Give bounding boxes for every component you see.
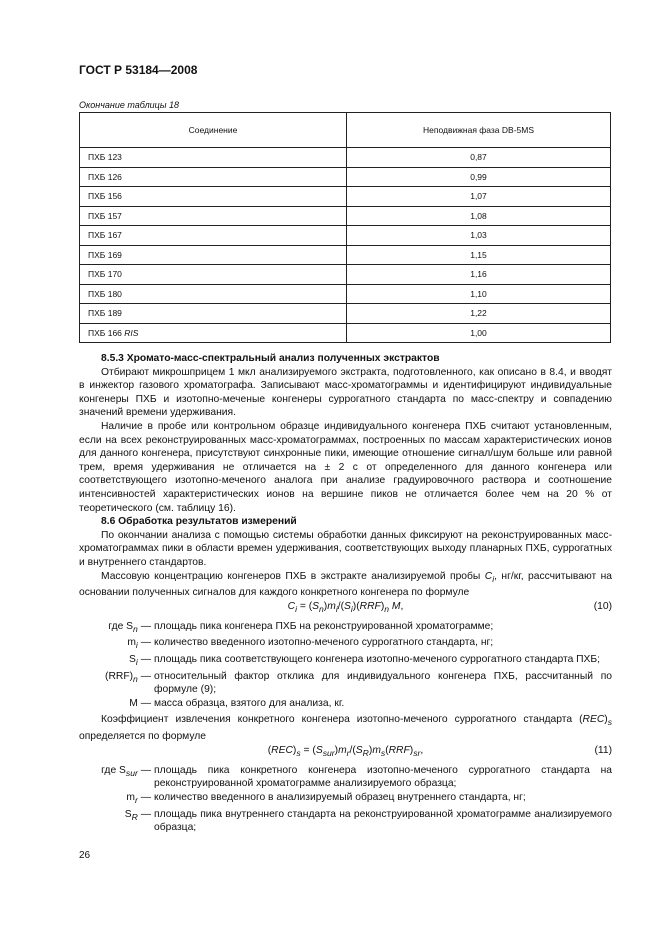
definition-symbol: $(RRF)_n$ — <box>105 670 151 684</box>
formula-expression: $(REC)_s = (S_{sur})m_r/(S_R)m_s(RRF)_{sr}$, <box>267 744 424 758</box>
formula-expression: $C_i = (S_n)m_i/(S_i)(RRF)_n$ M, <box>287 600 404 614</box>
paragraph: По окончании анализа с помощью системы обработки данных фиксируют на реконструированных масс-хроматограммах пики в области времен удерживания, соответствующих выходу планарных ПХБ, суррогатных и внутреннего стандартов. <box>79 529 612 568</box>
definition-item <box>79 808 612 835</box>
value-cell: 1,10 <box>347 284 611 304</box>
definition-text: площадь пика внутреннего стандарта на реконструированной хроматограмме анализируемого образца; <box>154 808 612 834</box>
table-row <box>80 167 611 187</box>
value-cell: 0,87 <box>347 148 611 168</box>
value-cell: 1,08 <box>347 206 611 226</box>
compound-cell: ПХБ 167 <box>80 226 347 246</box>
definitions-list <box>79 620 612 714</box>
definition-text: масса образца, взятого для анализа, кг. <box>154 697 345 709</box>
formula-11 <box>79 744 612 764</box>
formula-number: (11) <box>594 744 612 756</box>
compound-cell: ПХБ 166 RIS <box>80 323 347 343</box>
table-row <box>80 187 611 207</box>
definition-item <box>79 670 612 697</box>
definition-text: площадь пика конгенера ПХБ на реконструированной хроматограмме; <box>154 620 494 632</box>
definition-text: количество введенного изотопно-меченого суррогатного стандарта, нг; <box>154 637 494 649</box>
table-header-row <box>80 113 611 148</box>
paragraph: Отбирают микрошприцем 1 мкл анализируемого экстракта, подготовленного, как описано в 8.4, и вводят в инжектор газового хроматографа. Записывают масс-хроматограммы и идентифицируют индивидуальные конгенеры ПХБ и изотопно-меченые конгенеры суррогатного стандарта по масс-спектру и совпадению значений времени удерживания. <box>79 366 612 419</box>
value-cell: 1,22 <box>347 304 611 324</box>
compound-cell: ПХБ 169 <box>80 245 347 265</box>
compound-cell: ПХБ 157 <box>80 206 347 226</box>
value-cell: 1,00 <box>347 323 611 343</box>
table-row <box>80 226 611 246</box>
table-row <box>80 206 611 226</box>
table-row <box>80 245 611 265</box>
compound-cell: ПХБ 126 <box>80 167 347 187</box>
definition-text: площадь пика конкретного конгенера изотопно-меченого суррогатного стандарта на реконструированной хроматограмме анализируемого образца; <box>154 764 612 790</box>
definition-text: относительный фактор отклика для индивидуального конгенера ПХБ, рассчитанный по формуле (9); <box>154 670 612 696</box>
value-cell: 1,07 <box>347 187 611 207</box>
definition-symbol: где $S_n$ — <box>108 620 151 634</box>
data-table <box>79 112 611 343</box>
definition-symbol: $S_R$ — <box>124 808 151 822</box>
compound-cell: ПХБ 123 <box>80 148 347 168</box>
paragraph: Коэффициент извлечения конкретного конгенера изотопно-меченого суррогатного стандарта $(REC)_s$ определяется по формуле <box>79 714 612 743</box>
formula-10 <box>79 600 612 620</box>
definition-item <box>79 791 612 808</box>
definition-symbol: $m_i$ — <box>127 637 151 651</box>
definition-item <box>79 764 612 791</box>
section-heading: 8.6 Обработка результатов измерений <box>101 516 297 528</box>
page-number: 26 <box>79 850 91 861</box>
value-cell: 0,99 <box>347 167 611 187</box>
table-row <box>80 284 611 304</box>
column-header-compound: Соединение <box>80 113 347 148</box>
table-caption: Окончание таблицы 18 <box>79 100 179 110</box>
compound-cell: ПХБ 180 <box>80 284 347 304</box>
formula-number: (10) <box>593 600 612 612</box>
definition-text: площадь пика соответствующего конгенера изотопно-меченого суррогатного стандарта ПХБ; <box>154 654 601 666</box>
section-heading: 8.5.3 Хромато-масс-спектральный анализ полученных экстрактов <box>101 353 440 364</box>
compound-cell: ПХБ 170 <box>80 265 347 285</box>
definition-item <box>79 620 612 637</box>
table-row <box>80 304 611 324</box>
value-cell: 1,03 <box>347 226 611 246</box>
table-row <box>80 148 611 168</box>
value-cell: 1,16 <box>347 265 611 285</box>
paragraph: Наличие в пробе или контрольном образце индивидуального конгенера ПХБ считают установленным, если на всех реконструированных масс-хроматограммах, построенных по массам характеристических ионов для данного конгенера, присутствуют синхронные пики, имеющие отношение сигнал/шум больше или равной трем, время удерживания не отличается на ± 2 с от определенного для данного конгенера или соответствующего изотопно-меченого аналога при анализе градуировочного раствора и соотношение интенсивностей характеристических ионов на вершине пиков не отличается более чем на 20 % от теоретического (см. таблицу 16). <box>79 420 612 514</box>
section-8-5-3 <box>79 352 612 835</box>
definition-symbol: M — <box>129 697 151 709</box>
table-row <box>80 265 611 285</box>
definition-symbol: $S_i$ — <box>129 654 151 668</box>
compound-suffix: RIS <box>124 327 139 338</box>
paragraph: Массовую концентрацию конгенеров ПХБ в экстракте анализируемой пробы $C_i$, нг/кг, рассчитывают на основании полученных сигналов для каждого конкретного конгенера по формуле <box>79 570 612 599</box>
definitions-list <box>79 764 612 835</box>
definition-item <box>79 697 612 714</box>
document-header: ГОСТ Р 53184—2008 <box>79 63 198 77</box>
definition-text: количество введенного в анализируемый образец внутреннего стандарта, нг; <box>154 791 526 803</box>
definition-item <box>79 653 612 670</box>
definition-symbol: где $S_{sur}$ — <box>101 764 151 778</box>
compound-cell: ПХБ 189 <box>80 304 347 324</box>
compound-cell: ПХБ 156 <box>80 187 347 207</box>
table-row <box>80 323 611 343</box>
definition-symbol: $m_r$ — <box>126 791 151 805</box>
column-header-phase: Неподвижная фаза DB-5MS <box>347 113 611 148</box>
value-cell: 1,15 <box>347 245 611 265</box>
definition-item <box>79 636 612 653</box>
